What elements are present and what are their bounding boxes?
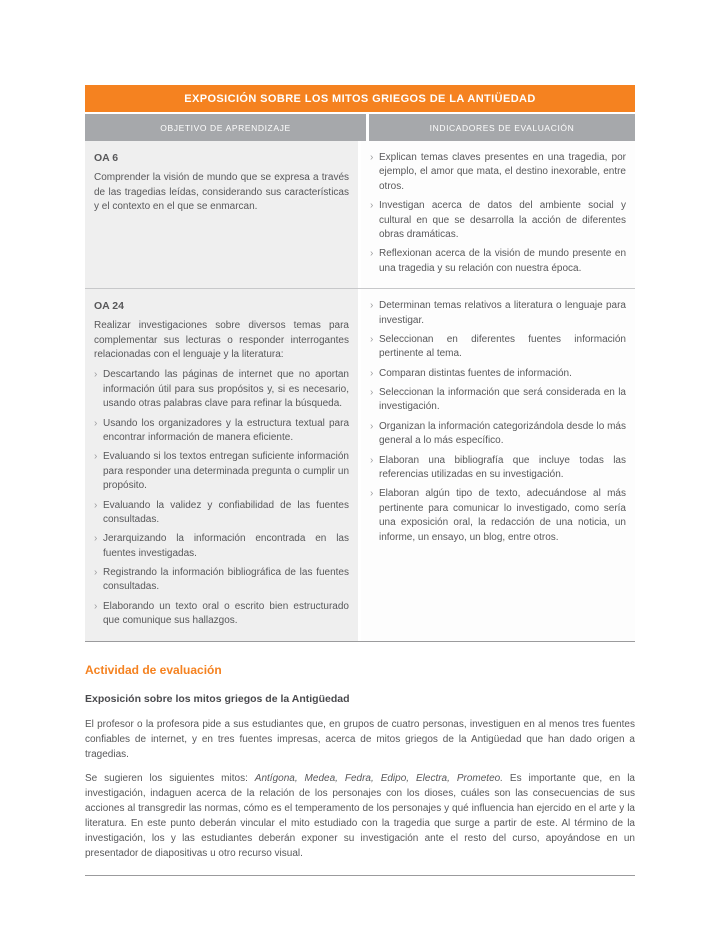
page-content xyxy=(85,85,635,876)
bullet-arrow-icon: › xyxy=(370,420,374,432)
oa24-objective-cell xyxy=(85,289,358,641)
column-header-objetivo: OBJETIVO DE APRENDIZAJE xyxy=(85,114,366,141)
bullet-text: Reflexionan acerca de la visión de mundo presente en una tragedia y su relación con nuestra época. xyxy=(379,248,626,274)
bullet-item xyxy=(94,450,349,493)
bullet-item xyxy=(370,487,626,545)
bullet-item xyxy=(94,566,349,595)
activity-paragraph-2 xyxy=(85,771,635,861)
bullet-text: Organizan la información categorizándola desde lo más general a lo más específico. xyxy=(379,420,626,447)
section-divider xyxy=(85,875,635,876)
table-column-headers xyxy=(85,114,635,141)
oa24-indicator-list xyxy=(370,299,626,545)
bullet-arrow-icon: › xyxy=(94,417,98,429)
bullet-item xyxy=(370,199,626,242)
oa-description: Comprender la visión de mundo que se expresa a través de las tragedias leídas, considerando sus características y el contexto en el que se enmarcan. xyxy=(94,172,349,212)
bullet-text: Comparan distintas fuentes de información. xyxy=(379,367,572,379)
bullet-arrow-icon: › xyxy=(94,369,98,381)
bullet-item xyxy=(370,386,626,415)
bullet-item xyxy=(94,532,349,561)
bullet-text: Elaboran una bibliografía que incluye todas las referencias utilizadas en su investigación. xyxy=(379,454,626,481)
oa6-objective-cell xyxy=(85,141,358,288)
bullet-text: Descartando las páginas de internet que no aportan información útil para sus propósitos y, si es necesario, usando otras palabras clave para refinar la búsqueda. xyxy=(103,369,349,410)
table-row-oa24 xyxy=(85,289,635,642)
bullet-arrow-icon: › xyxy=(94,533,98,545)
bullet-text: Evaluando la validez y confiabilidad de las fuentes consultadas. xyxy=(103,499,349,525)
bullet-item xyxy=(370,454,626,483)
bullet-text: Evaluando si los textos entregan suficiente información para responder una determinada pregunta o cumplir un propósito. xyxy=(103,451,349,492)
table-row-oa6 xyxy=(85,141,635,289)
bullet-arrow-icon: › xyxy=(94,451,98,463)
oa6-indicators-cell xyxy=(361,141,635,288)
bullet-text: Jerarquizando la información encontrada en las fuentes investigadas. xyxy=(103,533,349,559)
activity-paragraph-1: El profesor o la profesora pide a sus estudiantes que, en grupos de cuatro personas, investiguen en al menos tres fuentes confiables de internet, y en tres fuentes impresas, acerca de mitos griegos de la Antigüedad que han dado origen a tragedias. xyxy=(85,718,635,760)
activity-section xyxy=(85,663,635,876)
bullet-arrow-icon: › xyxy=(370,200,374,212)
bullet-item xyxy=(94,499,349,528)
bullet-arrow-icon: › xyxy=(94,600,98,612)
bullet-arrow-icon: › xyxy=(370,488,374,500)
activity-section-title: Actividad de evaluación xyxy=(85,662,222,677)
bullet-text: Determinan temas relativos a literatura o lenguaje para investigar. xyxy=(379,300,626,326)
bullet-item xyxy=(94,417,349,446)
suggested-myths-list: Antígona, Medea, Fedra, Edipo, Electra, Prometeo. xyxy=(254,772,503,784)
evaluation-table xyxy=(85,85,635,642)
bullet-text: Elaborando un texto oral o escrito bien estructurado que comunique sus hallazgos. xyxy=(103,600,349,627)
bullet-arrow-icon: › xyxy=(370,248,374,260)
bullet-item xyxy=(370,333,626,362)
oa-code: OA 24 xyxy=(94,300,124,313)
bullet-item xyxy=(94,368,349,411)
bullet-arrow-icon: › xyxy=(94,567,98,579)
bullet-item xyxy=(370,151,626,194)
bullet-item xyxy=(370,299,626,328)
bullet-text: Registrando la información bibliográfica de las fuentes consultadas. xyxy=(103,567,349,593)
bullet-text: Investigan acerca de datos del ambiente social y cultural en que se desarrolla la acción de diferentes obras dramáticas. xyxy=(379,200,626,240)
oa-code: OA 6 xyxy=(94,152,119,164)
bullet-arrow-icon: › xyxy=(94,499,98,511)
paragraph-2-prefix: Se sugieren los siguientes mitos: xyxy=(85,772,255,784)
bullet-text: Explican temas claves presentes en una tragedia, por ejemplo, el amor que mata, el destino inexorable, entre otros. xyxy=(379,152,626,192)
bullet-arrow-icon: › xyxy=(370,367,374,379)
oa24-sub-bullets xyxy=(94,368,349,628)
bullet-arrow-icon: › xyxy=(370,454,374,466)
table-title: EXPOSICIÓN SOBRE LOS MITOS GRIEGOS DE LA ANTIÜEDAD xyxy=(85,85,635,112)
bullet-arrow-icon: › xyxy=(370,387,374,399)
bullet-item xyxy=(94,600,349,629)
bullet-text: Usando los organizadores y la estructura textual para encontrar información de manera eficiente. xyxy=(103,417,349,443)
bullet-text: Seleccionan la información que será considerada en la investigación. xyxy=(379,387,626,413)
paragraph-2-rest: Es importante que, en la investigación, indaguen acerca de la relación de los personajes con los dioses, cuáles son las consecuencias de sus acciones al transgredir las normas, cómo es el temperamento de los personajes y qué influencia han ejercido en el arte y la literatura. En este punto deberán vincular el mito estudiado con la tragedia que surge a partir de este. Al término de la investigación, los y las estudiantes deberán exponer su investigación ante el resto del curso, apoyándose en un presentador de diapositivas u otro recurso visual. xyxy=(85,772,635,859)
column-header-indicadores: INDICADORES DE EVALUACIÓN xyxy=(369,114,635,141)
bullet-arrow-icon: › xyxy=(370,300,374,312)
bullet-arrow-icon: › xyxy=(370,333,374,345)
bullet-item xyxy=(370,367,626,381)
bullet-text: Seleccionan en diferentes fuentes información pertinente al tema. xyxy=(379,333,626,360)
bullet-arrow-icon: › xyxy=(370,152,374,163)
bullet-item xyxy=(370,247,626,276)
oa6-indicator-list xyxy=(370,151,626,276)
oa-description: Realizar investigaciones sobre diversos temas para complementar sus lecturas o responder interrogantes relacionadas con el lenguaje y la literatura: xyxy=(94,320,349,361)
activity-subtitle: Exposición sobre los mitos griegos de la Antigüedad xyxy=(85,692,350,705)
bullet-item xyxy=(370,420,626,449)
oa24-indicators-cell xyxy=(361,289,635,641)
bullet-text: Elaboran algún tipo de texto, adecuándose al más pertinente para comunicar lo investigado, como sería una exposición oral, la redacción de una noticia, un informe, un ensayo, un blog, entre otros. xyxy=(379,488,626,543)
